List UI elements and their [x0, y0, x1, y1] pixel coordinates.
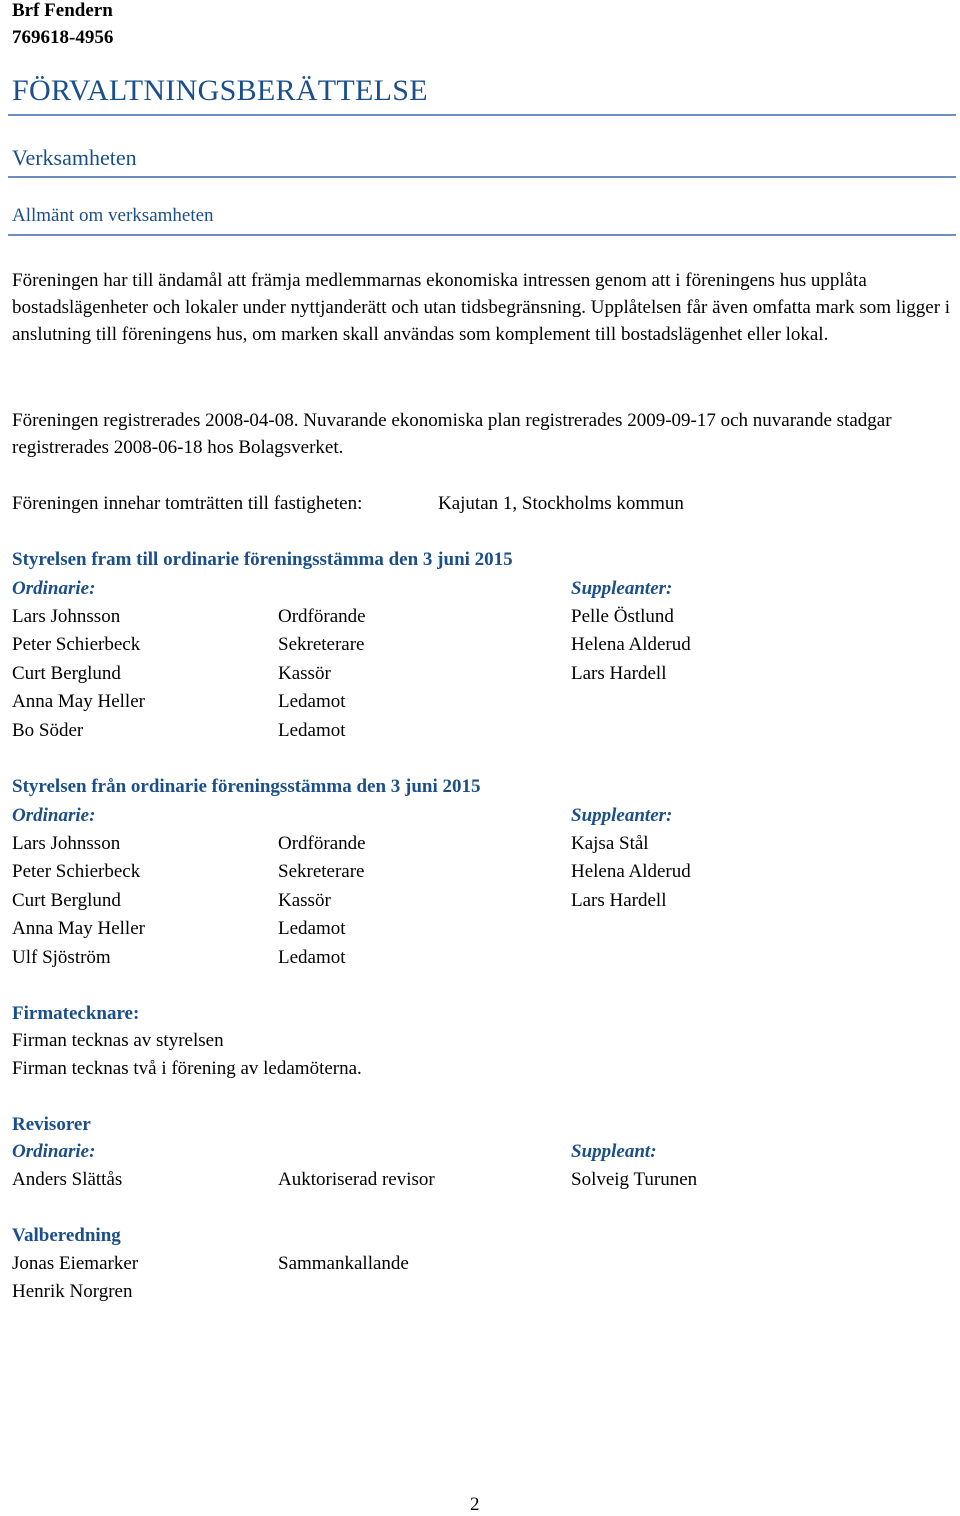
board-after-member-role: Sekreterare	[278, 861, 365, 882]
auditor-deputy: Solveig Turunen	[571, 1169, 698, 1190]
paragraph-registration: Föreningen registrerades 2008-04-08. Nuvarande ekonomiska plan registrerades 2009-09-17 och nuvarande stadgar registrerades 2008-06-18 hos Bolagsverket.	[12, 410, 892, 458]
page-title: FÖRVALTNINGSBERÄTTELSE	[12, 74, 428, 107]
auditors-ordinary-label: Ordinarie:	[12, 1141, 96, 1162]
board-after-member-role: Ledamot	[278, 947, 346, 968]
board-after-heading: Styrelsen från ordinarie föreningsstämma den 3 juni 2015	[12, 776, 481, 797]
board-before-deputy: Helena Alderud	[571, 634, 691, 655]
subsection-rule	[8, 234, 956, 236]
nomination-member-role: Sammankallande	[278, 1253, 409, 1274]
board-before-member-role: Ordförande	[278, 606, 366, 627]
board-after-deputy: Helena Alderud	[571, 861, 691, 882]
board-before-heading: Styrelsen fram till ordinarie föreningsstämma den 3 juni 2015	[12, 549, 513, 570]
auditors-heading: Revisorer	[12, 1114, 91, 1135]
nomination-member-name: Jonas Eiemarker	[12, 1253, 139, 1274]
board-after-member-role: Ledamot	[278, 918, 346, 939]
section-title: Verksamheten	[12, 145, 137, 170]
board-before-deputy: Pelle Östlund	[571, 606, 674, 627]
section-rule	[8, 176, 956, 178]
auditor-role: Auktoriserad revisor	[278, 1169, 435, 1190]
board-after-deputy: Lars Hardell	[571, 890, 667, 911]
property-value: Kajutan 1, Stockholms kommun	[438, 493, 684, 514]
page-number: 2	[470, 1494, 480, 1515]
board-before-member-role: Sekreterare	[278, 634, 365, 655]
board-before-member-role: Kassör	[278, 663, 331, 684]
board-after-member-name: Anna May Heller	[12, 918, 145, 939]
nomination-heading: Valberedning	[12, 1225, 121, 1246]
board-before-member-name: Peter Schierbeck	[12, 634, 141, 655]
board-after-deputy: Kajsa Stål	[571, 833, 649, 854]
org-number: 769618-4956	[12, 27, 114, 48]
board-after-member-role: Ordförande	[278, 833, 366, 854]
board-after-member-role: Kassör	[278, 890, 331, 911]
board-before-member-name: Curt Berglund	[12, 663, 121, 684]
signatories-heading: Firmatecknare:	[12, 1003, 140, 1024]
board-before-member-name: Anna May Heller	[12, 691, 145, 712]
board-after-member-name: Peter Schierbeck	[12, 861, 141, 882]
board-after-ordinary-label: Ordinarie:	[12, 805, 96, 826]
nomination-member-name: Henrik Norgren	[12, 1281, 133, 1302]
board-before-member-role: Ledamot	[278, 691, 346, 712]
auditors-deputy-label: Suppleant:	[571, 1141, 657, 1162]
signatories-line: Firman tecknas av styrelsen	[12, 1030, 224, 1051]
signatories-line: Firman tecknas två i förening av ledamöterna.	[12, 1058, 362, 1079]
board-before-ordinary-label: Ordinarie:	[12, 578, 96, 599]
paragraph-purpose: Föreningen har till ändamål att främja medlemmarnas ekonomiska intressen genom att i föreningens hus upplåta bostadslägenheter och lokaler under nyttjanderätt och utan tidsbegränsning. Upplåtelsen får även omfatta mark som ligger i anslutning till föreningens hus, om marken skall användas som komplement till bostadslägenhet eller lokal.	[12, 270, 951, 345]
property-label: Föreningen innehar tomträtten till fastigheten:	[12, 493, 363, 514]
board-before-deputy-label: Suppleanter:	[571, 578, 673, 599]
board-after-deputy-label: Suppleanter:	[571, 805, 673, 826]
title-rule	[8, 114, 956, 116]
board-before-member-name: Lars Johnsson	[12, 606, 121, 627]
board-before-member-name: Bo Söder	[12, 720, 84, 741]
board-before-member-role: Ledamot	[278, 720, 346, 741]
auditor-name: Anders Slättås	[12, 1169, 123, 1190]
board-after-member-name: Ulf Sjöström	[12, 947, 111, 968]
board-before-deputy: Lars Hardell	[571, 663, 667, 684]
board-after-member-name: Curt Berglund	[12, 890, 121, 911]
board-after-member-name: Lars Johnsson	[12, 833, 121, 854]
org-name: Brf Fendern	[12, 0, 113, 21]
subsection-title: Allmänt om verksamheten	[12, 205, 214, 226]
